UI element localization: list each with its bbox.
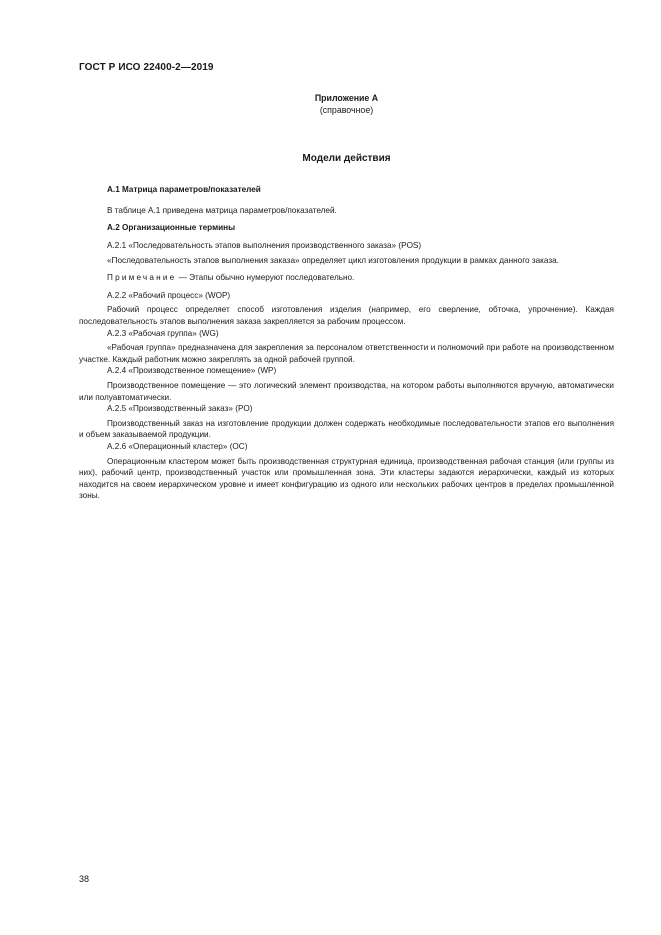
standard-designation: ГОСТ Р ИСО 22400-2—2019: [79, 62, 214, 73]
term-title-wp: А.2.4 «Производственное помещение» (WP): [107, 366, 277, 376]
term-body-po: Производственный заказ на изготовление продукции должен содержать необходимые последовательности этапов его выполнения и объем заказываемой продукции.: [79, 418, 614, 440]
term-body-wg: «Рабочая группа» предназначена для закрепления за персоналом ответственности и полномочий при работе на производственном участке. Каждый работник можно закреплять за одной рабочей группой.: [79, 343, 614, 364]
term-title-wg: А.2.3 «Рабочая группа» (WG): [107, 328, 219, 338]
note-text: — Этапы обычно нумеруют последовательно.: [176, 273, 355, 283]
term-title-oc: А.2.6 «Операционный кластер» (OC): [107, 441, 248, 451]
a1-block: [79, 184, 614, 234]
a2-terms: [79, 240, 614, 502]
annex-status: (справочное): [319, 105, 374, 115]
a1-text: В таблице А.1 приведена матрица параметров/показателей.: [107, 205, 337, 215]
a2-heading: А.2 Организационные термины: [107, 223, 236, 233]
term-title-wop: А.2.2 «Рабочий процесс» (WOP): [107, 290, 231, 300]
term-title-pos: А.2.1 «Последовательность этапов выполнения производственного заказа» (POS): [107, 241, 422, 250]
note-label: Примечание: [107, 273, 177, 283]
term-body-oc: Операционным кластером может быть производственная структурная единица, производственная рабочая станция (или группы из них), рабочий центр, производственный участок или промышленная зона. Эти кластеры задаются иерархически, каждый из которых находится на своем иерархическом уровне и имеет конфигурацию из одного или нескольких рабочих центров в пределах промышленной зоны.: [79, 456, 614, 501]
term-body-wp: Производственное помещение — это логический элемент производства, на котором работы выполняются вручную, автоматически или полуавтоматически.: [79, 380, 614, 402]
term-body-pos: «Последовательность этапов выполнения заказа» определяет цикл изготовления продукции в рамках данного заказа.: [107, 255, 559, 265]
note: [79, 272, 614, 284]
term-title-po: А.2.5 «Производственный заказ» (PO): [107, 404, 253, 414]
annex-title: Приложение А: [314, 93, 379, 103]
page-number: 38: [79, 874, 90, 884]
a1-heading: А.1 Матрица параметров/показателей: [107, 185, 261, 194]
term-body-wop: Рабочий процесс определяет способ изготовления изделия (например, его сверление, обточка, упрочнение). Каждая последовательность этапов выполнения заказа закрепляется за рабочим процессом.: [79, 305, 614, 326]
section-title: Модели действия: [302, 153, 391, 164]
